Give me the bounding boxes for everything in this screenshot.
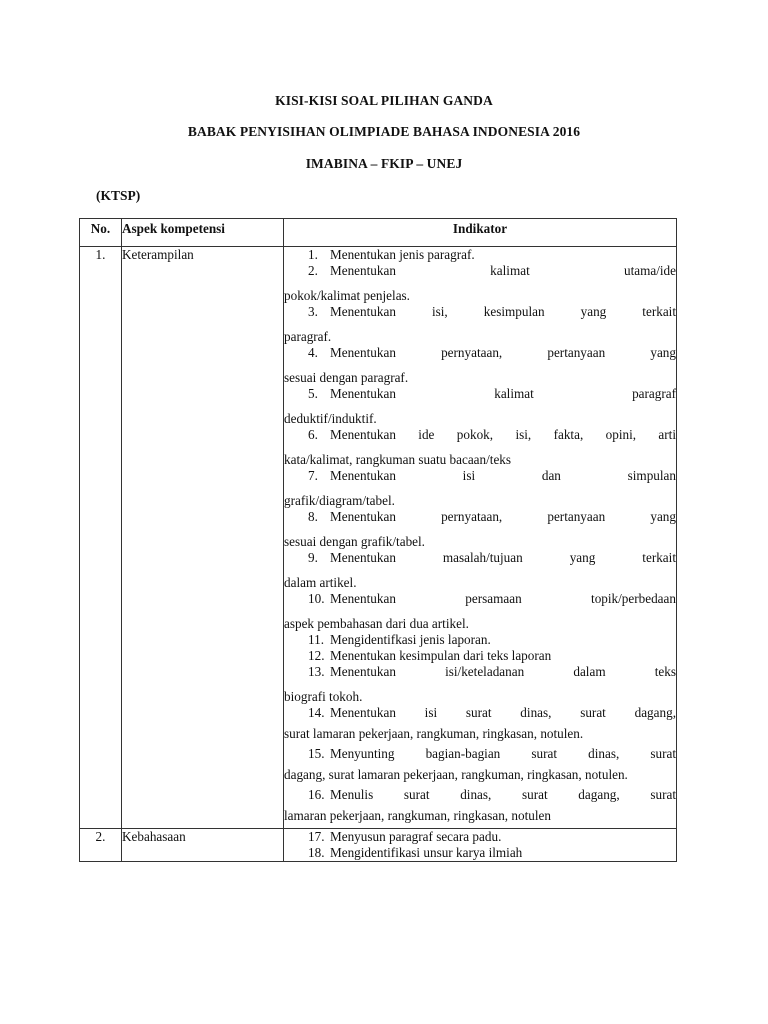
indikator-continuation: surat lamaran pekerjaan, rangkuman, ringkasan, notulen. (284, 726, 584, 741)
indikator-first-line (284, 247, 676, 263)
indikator-first-line (284, 648, 676, 664)
row-number: 2. (80, 829, 122, 862)
indikator-number: 15. (308, 746, 325, 761)
indikator-text: Menentukan pernyataan, pertanyaan yang (330, 345, 676, 360)
indikator-text: Menentukan masalah/tujuan yang terkait (330, 550, 676, 565)
indikator-continuation: aspek pembahasan dari dua artikel. (284, 616, 469, 631)
indikator-first-line (284, 345, 676, 361)
indikator-first-line (284, 787, 676, 803)
kisi-kisi-table (79, 218, 677, 862)
indikator-text: Menentukan kalimat paragraf (330, 386, 676, 401)
row-aspek: Kebahasaan (122, 829, 284, 862)
indikator-item (284, 829, 676, 845)
indikator-number: 2. (308, 263, 318, 278)
indikator-text: Menentukan ide pokok, isi, fakta, opini, arti (330, 427, 676, 442)
row-number: 1. (80, 247, 122, 829)
indikator-text: Menyunting bagian-bagian surat dinas, surat (330, 746, 676, 761)
row-indikator (284, 247, 677, 829)
indikator-text: Menentukan isi/keteladanan dalam teks (330, 664, 676, 679)
indikator-text: Menentukan kesimpulan dari teks laporan (330, 648, 552, 663)
indikator-text: Menentukan isi surat dinas, surat dagang, (330, 705, 676, 720)
indikator-continuation: paragraf. (284, 329, 332, 344)
indikator-number: 12. (308, 648, 325, 663)
indikator-number: 9. (308, 550, 318, 565)
indikator-number: 3. (308, 304, 318, 319)
indikator-first-line (284, 509, 676, 525)
indikator-text: Menentukan kalimat utama/ide (330, 263, 676, 278)
indikator-item (284, 345, 676, 386)
indikator-item (284, 247, 676, 263)
indikator-item (284, 468, 676, 509)
indikator-number: 10. (308, 591, 325, 606)
indikator-first-line (284, 591, 676, 607)
indikator-item (284, 591, 676, 632)
table-row (80, 247, 677, 829)
indikator-first-line (284, 705, 676, 721)
indikator-text: Menulis surat dinas, surat dagang, surat (330, 787, 676, 802)
indikator-item (284, 664, 676, 705)
indikator-item (284, 427, 676, 468)
indikator-text: Menentukan isi dan simpulan (330, 468, 676, 483)
indikator-number: 1. (308, 247, 318, 262)
indikator-number: 6. (308, 427, 318, 442)
document-subtitle: BABAK PENYISIHAN OLIMPIADE BAHASA INDONESIA 2016 (187, 124, 581, 139)
table-body (80, 247, 677, 862)
document-title: KISI-KISI SOAL PILIHAN GANDA (275, 93, 493, 108)
indikator-continuation: deduktif/induktif. (284, 411, 377, 426)
indikator-item (284, 787, 676, 828)
indikator-first-line (284, 263, 676, 279)
indikator-first-line (284, 664, 676, 680)
indikator-number: 18. (308, 845, 325, 860)
indikator-item (284, 705, 676, 746)
indikator-number: 7. (308, 468, 318, 483)
indikator-item (284, 386, 676, 427)
indikator-item (284, 263, 676, 304)
indikator-item (284, 648, 676, 664)
indikator-item (284, 845, 676, 861)
indikator-item (284, 746, 676, 787)
indikator-text: Menentukan persamaan topik/perbedaan (330, 591, 676, 606)
indikator-first-line (284, 746, 676, 762)
header-no: No. (80, 219, 122, 247)
indikator-first-line (284, 468, 676, 484)
indikator-number: 16. (308, 787, 325, 802)
indikator-number: 8. (308, 509, 318, 524)
indikator-first-line (284, 304, 676, 320)
indikator-continuation: grafik/diagram/tabel. (284, 493, 395, 508)
header-aspek: Aspek kompetensi (122, 219, 284, 247)
indikator-continuation: dalam artikel. (284, 575, 357, 590)
table-header-row (80, 219, 677, 247)
indikator-continuation: lamaran pekerjaan, rangkuman, ringkasan, notulen (284, 808, 551, 823)
indikator-number: 4. (308, 345, 318, 360)
document-organizer: IMABINA – FKIP – UNEJ (305, 156, 463, 171)
indikator-item (284, 304, 676, 345)
indikator-first-line (284, 386, 676, 402)
indikator-continuation: dagang, surat lamaran pekerjaan, rangkuman, ringkasan, notulen. (284, 767, 628, 782)
indikator-first-line (284, 550, 676, 566)
table-row (80, 829, 677, 862)
indikator-text: Mengidentifkasi jenis laporan. (330, 632, 491, 647)
indikator-first-line (284, 632, 676, 648)
indikator-continuation: pokok/kalimat penjelas. (284, 288, 410, 303)
curriculum-label: (KTSP) (96, 188, 141, 203)
indikator-continuation: sesuai dengan grafik/tabel. (284, 534, 425, 549)
indikator-first-line (284, 845, 676, 861)
row-indikator (284, 829, 677, 862)
indikator-number: 5. (308, 386, 318, 401)
indikator-number: 13. (308, 664, 325, 679)
indikator-first-line (284, 427, 676, 443)
indikator-first-line (284, 829, 676, 845)
indikator-continuation: sesuai dengan paragraf. (284, 370, 409, 385)
header-indikator: Indikator (284, 219, 677, 247)
indikator-text: Menyusun paragraf secara padu. (330, 829, 502, 844)
indikator-number: 11. (308, 632, 324, 647)
indikator-item (284, 632, 676, 648)
indikator-text: Menentukan jenis paragraf. (330, 247, 475, 262)
row-aspek: Keterampilan (122, 247, 284, 829)
indikator-item (284, 509, 676, 550)
indikator-text: Menentukan pernyataan, pertanyaan yang (330, 509, 676, 524)
indikator-text: Mengidentifikasi unsur karya ilmiah (330, 845, 523, 860)
indikator-continuation: biografi tokoh. (284, 689, 363, 704)
indikator-text: Menentukan isi, kesimpulan yang terkait (330, 304, 676, 319)
indikator-continuation: kata/kalimat, rangkuman suatu bacaan/teks (284, 452, 512, 467)
indikator-number: 14. (308, 705, 325, 720)
indikator-item (284, 550, 676, 591)
indikator-number: 17. (308, 829, 325, 844)
